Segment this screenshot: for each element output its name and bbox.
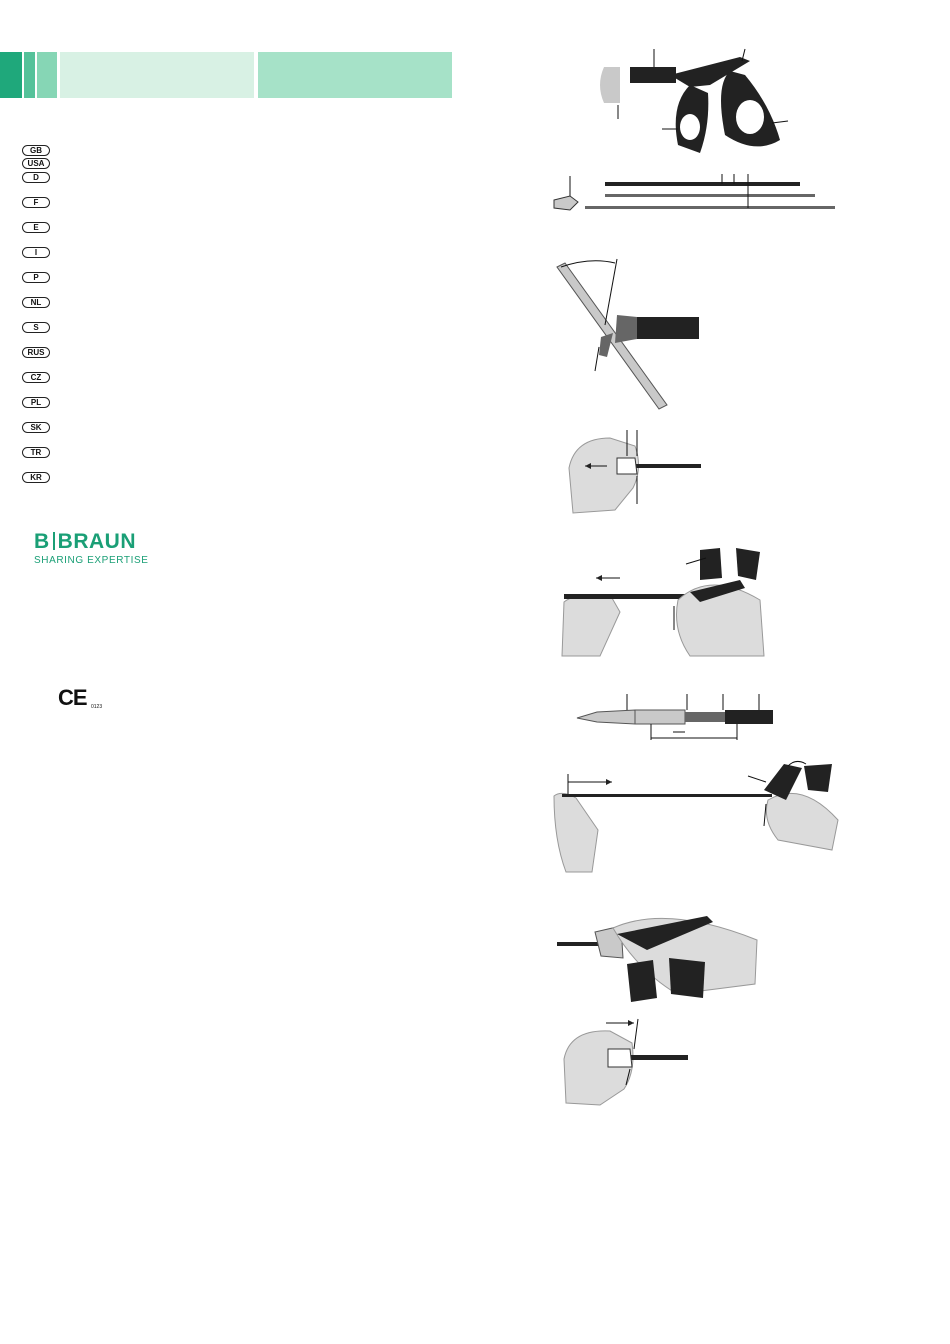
header-block-4 [60,52,254,98]
ring-hole-left [680,114,700,140]
locking-lever [599,333,613,357]
figure-grip-handle [557,910,762,1020]
lang-badge-d: D [22,172,50,183]
logo-divider [53,532,55,550]
handle-shaft-connector [630,67,676,83]
ce-mark: CE [58,685,87,710]
inner-tube [605,194,815,197]
lang-badge-f: F [22,197,50,208]
figure-angle-rotation [555,255,705,410]
ring-hole-right [736,100,764,134]
logo-letter-b: B [34,530,50,553]
figure-handle-assembly [590,45,800,165]
rotation-arc [561,261,615,267]
logo-tagline: SHARING EXPERTISE [34,555,149,566]
left-hand-illustration [554,793,598,872]
release-clip [617,458,637,474]
finger-ring-right [736,548,760,580]
header-block-2 [24,52,35,98]
arrow-head [628,1020,634,1026]
shaft-body [635,317,699,339]
callout-line [595,347,599,371]
callout-line [748,776,766,782]
header-block-3 [37,52,57,98]
insert-section-2 [685,712,725,722]
outer-tube [605,182,800,186]
lang-badge-gb: GB [22,145,50,156]
lang-badge-sk: SK [22,422,50,433]
lang-badge-rus: RUS [22,347,50,358]
figure-shaft-components [550,172,840,222]
shaft-rod [557,942,603,946]
callout-line [634,1019,638,1049]
right-hand-illustration [766,793,838,850]
lang-badge-i: I [22,247,50,258]
hand-illustration [569,438,639,513]
arrow-head [606,779,612,785]
logo-name: BRAUN [57,530,136,553]
finger-ring-left [700,548,722,580]
callout-line [764,804,766,826]
figure-insert-tip [575,692,785,742]
header-block-5 [258,52,452,98]
figure-hand-release [565,428,705,518]
arrow-head [596,575,602,581]
shaft-rod [564,594,694,599]
logo-wordmark [34,530,149,554]
insert-section-3 [725,710,773,724]
finger-ring-right [804,764,832,792]
lang-badge-tr: TR [22,447,50,458]
lang-badge-p: P [22,272,50,283]
adapter-cap [600,67,620,103]
release-clip [608,1049,632,1067]
header-block-1 [0,52,22,98]
figure-shaft-withdrawal [560,540,770,660]
insert-section-1 [635,710,685,724]
callout-line [772,121,788,123]
lang-badge-nl: NL [22,297,50,308]
left-hand-illustration [562,595,620,656]
hand-illustration [564,1031,633,1105]
lang-badge-s: S [22,322,50,333]
insert-rod [562,794,772,797]
finger-ring-right [669,958,705,998]
insert-tip [577,710,635,724]
figure-clip-detail [560,1015,690,1107]
lang-badge-kr: KR [22,472,50,483]
rotation-arrow [788,761,806,766]
notified-body-number: 0123 [91,704,103,710]
figure-insert-assembly [552,760,842,876]
lang-badge-pl: PL [22,397,50,408]
lang-badge-usa: USA [22,158,50,169]
bbraun-logo [34,530,149,566]
angle-reference-line [605,259,617,325]
working-insert [585,206,835,209]
lang-badge-e: E [22,222,50,233]
finger-ring-left [627,960,657,1002]
shaft-coupling [615,315,637,343]
seal-cap [554,196,578,210]
lang-badge-cz: CZ [22,372,50,383]
